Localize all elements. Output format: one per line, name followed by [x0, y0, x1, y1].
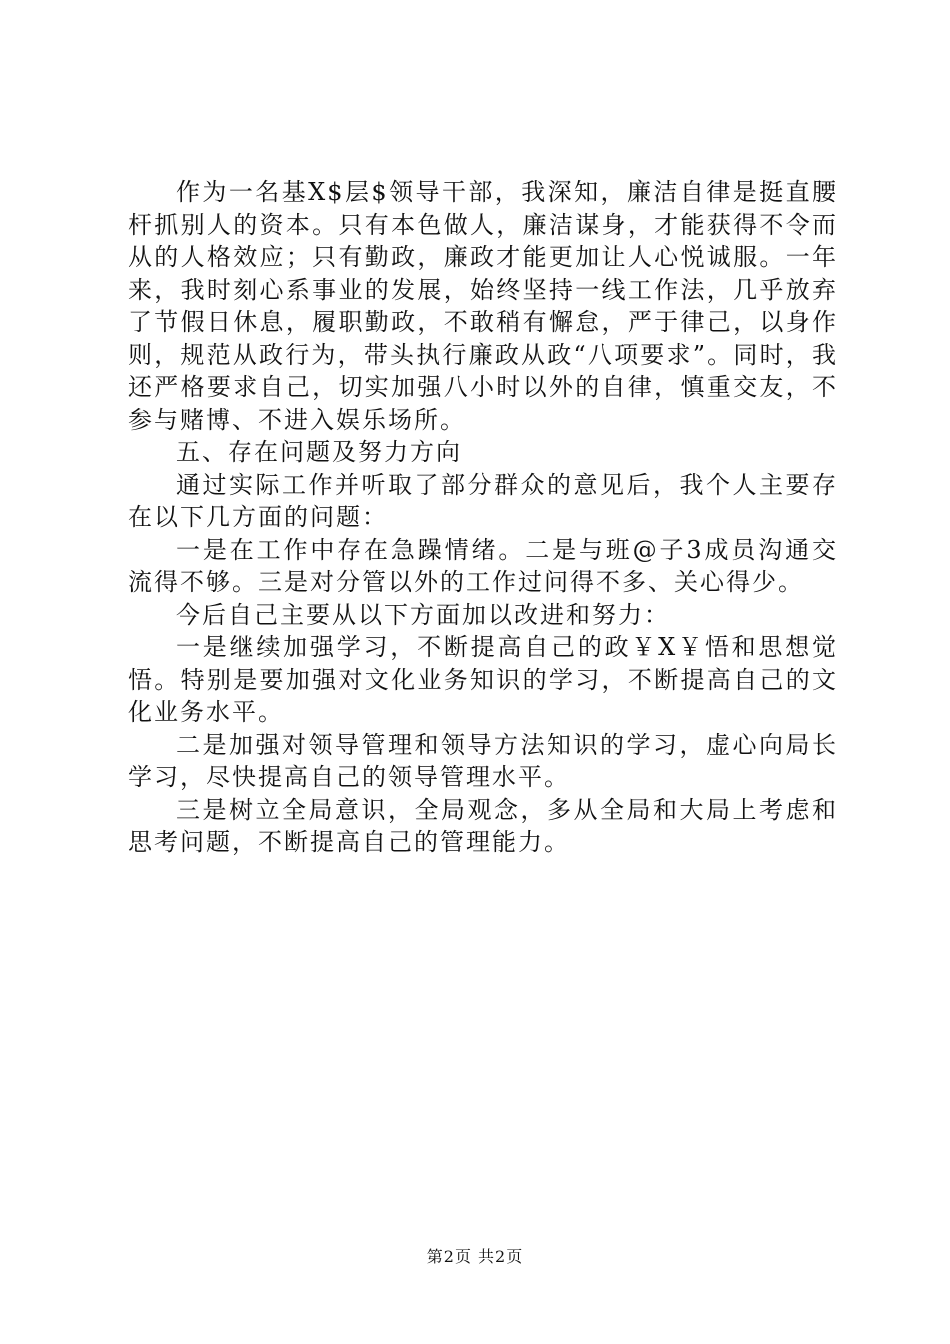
- paragraph-improvement-3: 三是树立全局意识，全局观念，多从全局和大局上考虑和思考问题，不断提高自己的管理能力。: [128, 795, 838, 856]
- paragraph-improvement-intro: 今后自己主要从以下方面加以改进和努力：: [176, 600, 670, 629]
- paragraph-self-discipline: 作为一名基X$层$领导干部，我深知，廉洁自律是挺直腰杆抓别人的资本。只有本色做人，廉洁谋身，才能获得不令而从的人格效应；只有勤政，廉政才能更加让人心悦诚服。一年来，我时刻心系事业的发展，始终坚持一线工作法，几乎放弃了节假日休息，履职勤政，不敢稍有懈怠，严于律己，以身作则，规范从政行为，带头执行廉政从政“八项要求”。同时，我还严格要求自己，切实加强八小时以外的自律，慎重交友，不参与赌博、不进入娱乐场所。: [128, 178, 838, 434]
- paragraph-problems-list: 一是在工作中存在急躁情绪。二是与班@子3成员沟通交流得不够。三是对分管以外的工作过问得不多、关心得少。: [128, 535, 838, 596]
- page-footer: 第2页 共2页: [426, 1247, 524, 1266]
- paragraph-improvement-2: 二是加强对领导管理和领导方法知识的学习，虚心向局长学习，尽快提高自己的领导管理水平。: [128, 730, 838, 791]
- paragraph-improvement-1: 一是继续加强学习，不断提高自己的政￥X￥悟和思想觉悟。特别是要加强对文化业务知识的学习，不断提高自己的文化业务水平。: [128, 633, 838, 726]
- section-heading-problems: 五、存在问题及努力方向: [176, 438, 462, 466]
- paragraph-problems-intro: 通过实际工作并听取了部分群众的意见后，我个人主要存在以下几方面的问题：: [128, 470, 838, 531]
- document-body: [128, 176, 838, 859]
